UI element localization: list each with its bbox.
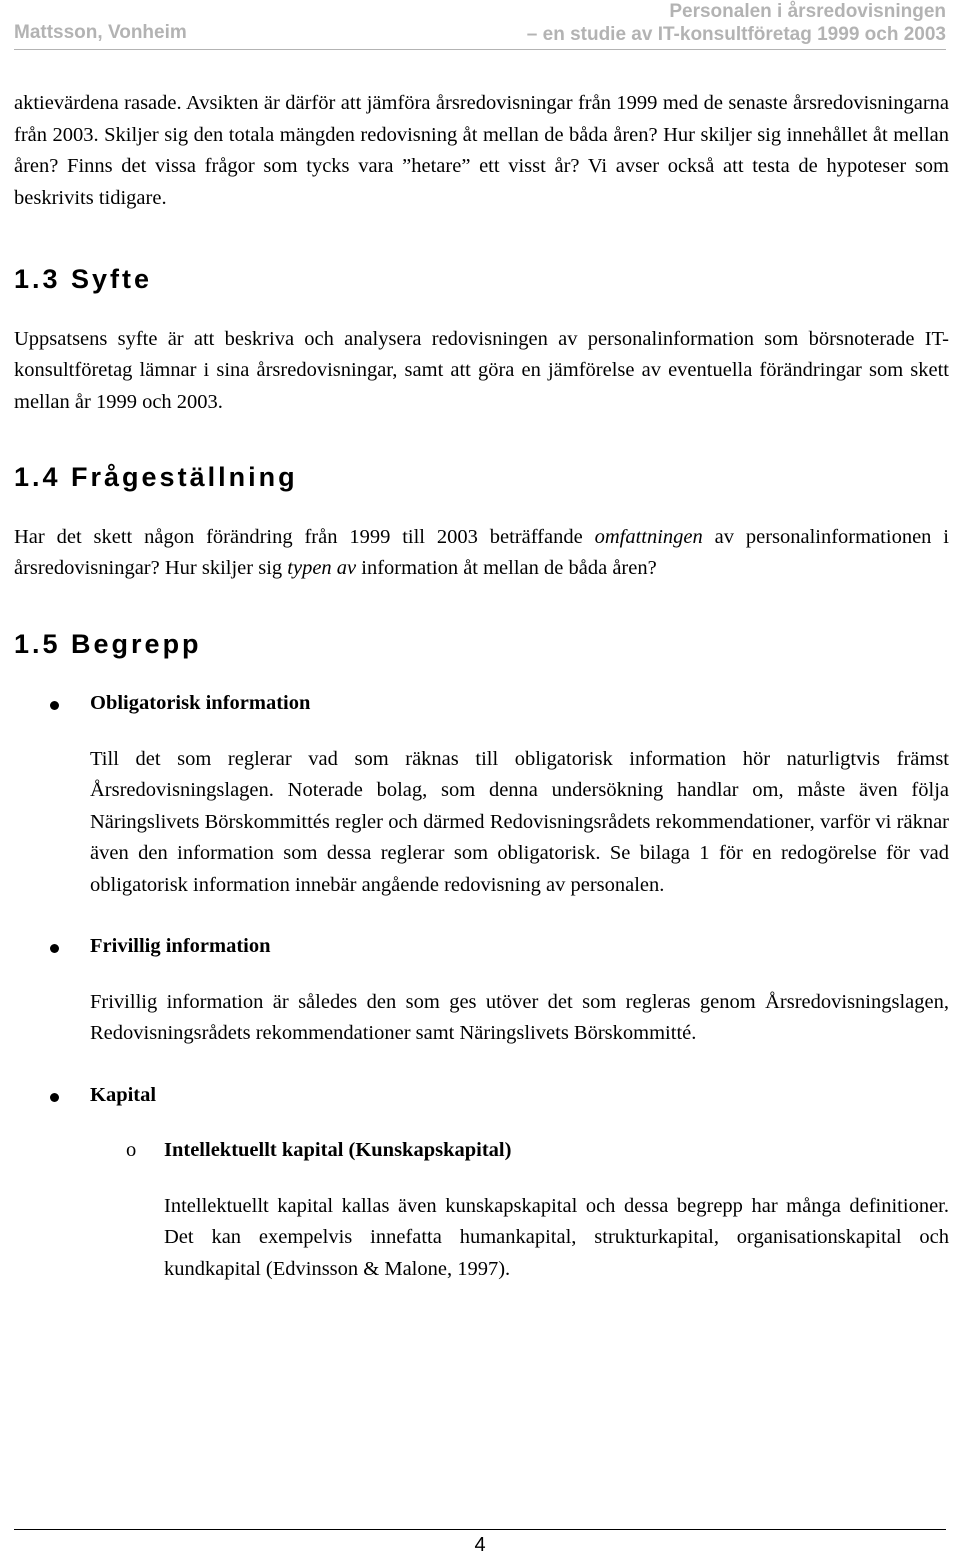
heading-begrepp: 1.5 Begrepp — [14, 628, 202, 659]
page-header — [0, 0, 960, 60]
bullet-dot-icon — [50, 1093, 59, 1102]
fraga-text-c: information åt mellan de båda åren? — [356, 557, 657, 579]
page-number: 4 — [474, 1534, 486, 1556]
heading-fragestallning: 1.4 Frågeställning — [14, 462, 298, 492]
fragestallning-paragraph — [14, 522, 949, 585]
bullet-label: Frivillig information — [90, 935, 271, 957]
header-author: Mattsson, Vonheim — [14, 22, 187, 43]
sub-bullet-marker: o — [126, 1139, 137, 1161]
syfte-paragraph: Uppsatsens syfte är att beskriva och analysera redovisningen av personalinformation som börsnoterade IT-konsultföretag lämnar i sina årsredovisningar, samt att göra en jämförelse av eventuella förändringar som skett mellan år 1999 och 2003. — [14, 327, 949, 413]
fraga-text-b: av personalinformationen i årsredovisningar? Hur skiljer sig — [14, 525, 949, 579]
intro-paragraph: aktievärdena rasade. Avsikten är därför att jämföra årsredovisningar från 1999 med de senaste årsredovisningarna från 2003. Skiljer sig den totala mängden redovisning åt mellan de båda åren? Hur skiljer sig innehållet åt mellan åren? Finns det vissa frågor som tycks vara ”hetare” ett visst år? Vi avser också att testa de hypoteser som beskrivits tidigare. — [14, 92, 949, 209]
header-title-line2: – en studie av IT-konsultföretag 1999 och 2003 — [526, 24, 946, 45]
bullet-dot-icon — [50, 944, 59, 953]
bullet-label: Kapital — [90, 1083, 157, 1106]
bullet-item-kapital — [14, 1080, 949, 1112]
bullet-item-obligatorisk — [14, 688, 949, 720]
obligatorisk-paragraph: Till det som reglerar vad som räknas till obligatorisk information hör naturligtvis främst Årsredovisningslagen. Noterade bolag, som denna undersökning handlar om, måste även följa Näringslivets Börskommittés regler och därmed Redovisningsrådets rekommendationer, varför vi räknar även den information som dessa reglerar som obligatorisk. Se bilaga 1 för en redogörelse för vad obligatorisk information innebär angående redovisning av personalen. — [90, 747, 949, 896]
footer-divider — [14, 1529, 946, 1530]
fraga-emphasis-omfattningen: omfattningen — [594, 525, 703, 548]
heading-syfte: 1.3 Syfte — [14, 264, 153, 294]
fraga-text-a: Har det skett någon förändring från 1999 till 2003 beträffande — [14, 525, 595, 548]
bullet-dot-icon — [50, 701, 59, 710]
intellektuellt-kapital-paragraph: Intellektuellt kapital kallas även kunskapskapital och dessa begrepp har många definitioner. Det kan exempelvis innefatta humankapital, strukturkapital, organisationskapital och kundkapital (Edvinsson & Malone, 1997). — [164, 1194, 949, 1280]
bullet-label: Obligatorisk information — [90, 692, 311, 714]
header-title — [527, 0, 946, 46]
fraga-emphasis-typen: typen av — [287, 557, 357, 579]
bullet-item-frivillig — [14, 931, 949, 963]
sub-item-intellektuellt-kapital — [14, 1135, 949, 1167]
sub-bullet-label: Intellektuellt kapital (Kunskapskapital) — [164, 1139, 512, 1161]
header-divider — [14, 49, 946, 50]
frivillig-paragraph: Frivillig information är således den som ges utöver det som regleras genom Årsredovisningslagen, Redovisningsrådets rekommendationer samt Näringslivets Börskommitté. — [90, 990, 949, 1044]
header-title-line1: Personalen i årsredovisningen — [669, 1, 946, 22]
document-body — [14, 88, 949, 1285]
